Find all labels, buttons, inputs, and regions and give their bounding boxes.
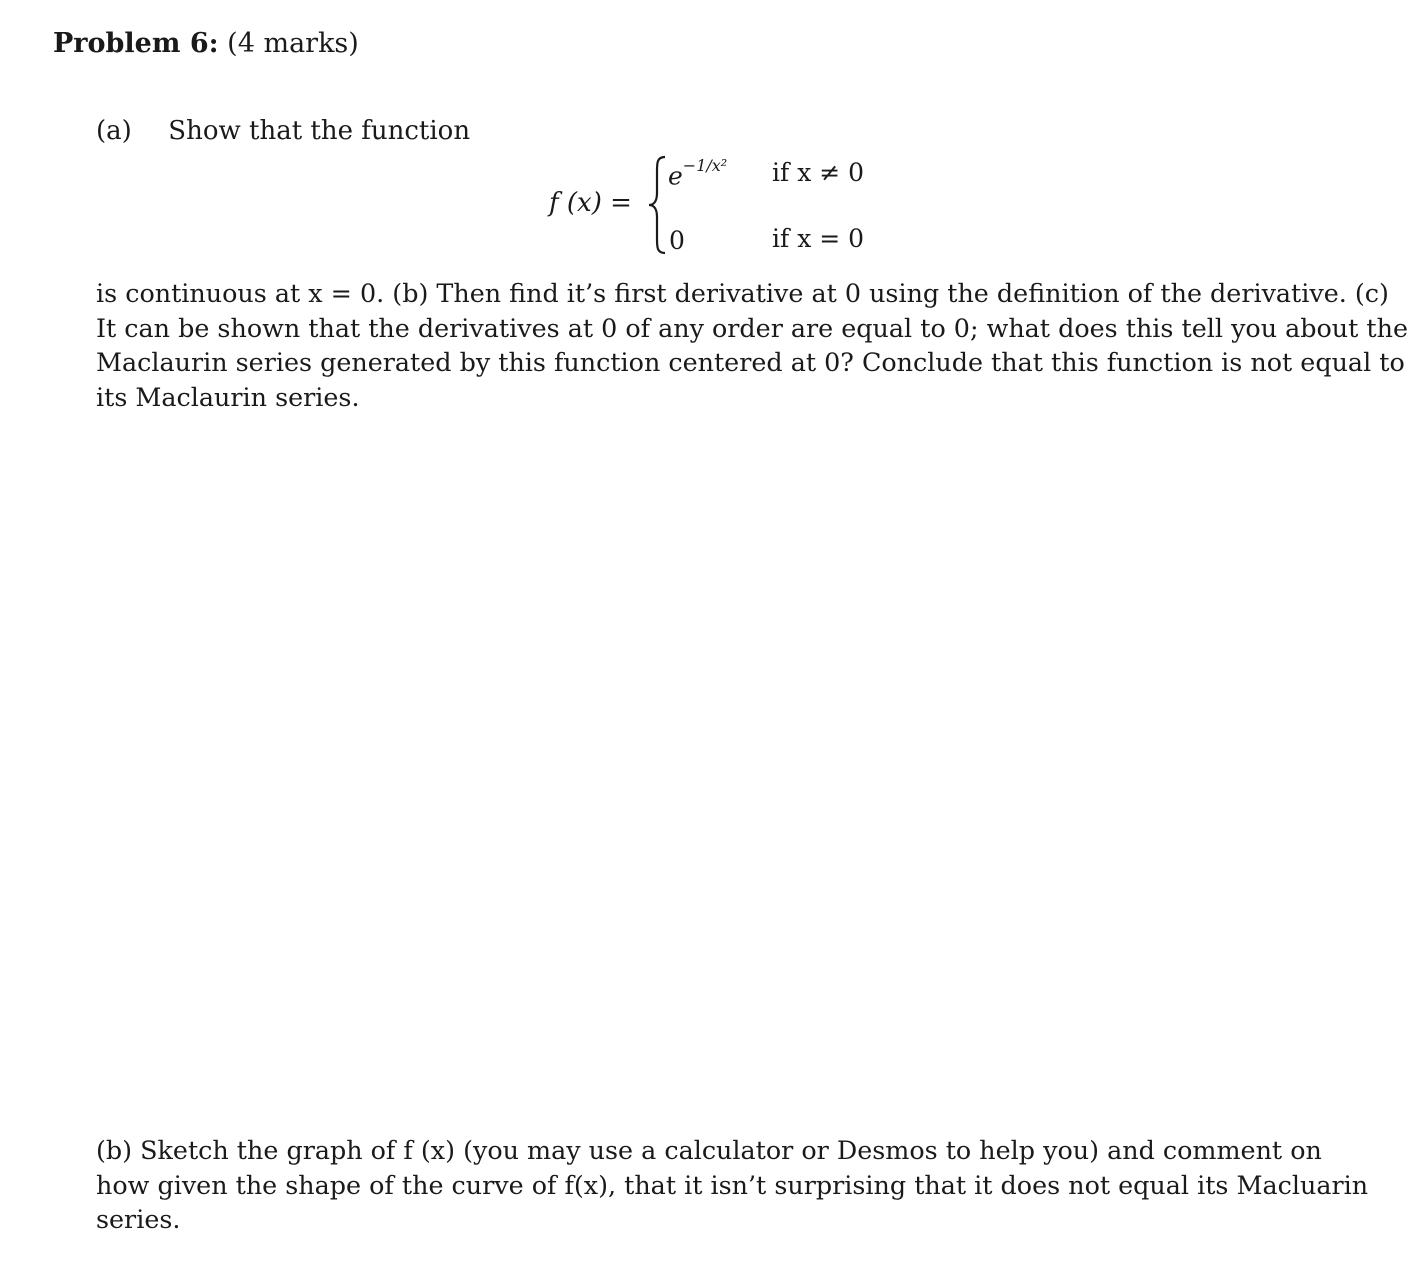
case1-exponent: −1/x² xyxy=(682,156,728,175)
piecewise-case2-condition: if x = 0 xyxy=(772,224,865,253)
paragraph-line: is continuous at x = 0. (b) Then find it’s first derivative at 0 using the definition of the derivative. (c) xyxy=(96,278,1389,308)
paragraph-line: (b) Sketch the graph of f (x) (you may use a calculator or Desmos to help you) and comment on xyxy=(96,1135,1322,1165)
paragraph-line: Maclaurin series generated by this function centered at 0? Conclude that this function is not equal to xyxy=(96,347,1405,377)
part-b-paragraph xyxy=(96,1133,1369,1237)
problem-number: Problem 6: xyxy=(53,28,219,59)
part-a-label: (a) xyxy=(96,116,132,146)
part-a-intro: Show that the function xyxy=(168,116,471,146)
piecewise-case1-condition: if x ≠ 0 xyxy=(772,158,865,187)
paragraph-line: its Maclaurin series. xyxy=(96,381,360,412)
piecewise-case2-expression: 0 xyxy=(669,226,685,255)
piecewise-case1-expression xyxy=(668,156,728,191)
case1-base: e xyxy=(668,161,683,191)
part-a-heading xyxy=(96,116,470,146)
piecewise-brace-icon xyxy=(648,155,668,255)
paragraph-line: series. xyxy=(96,1204,181,1234)
paragraph-line: how given the shape of the curve of f(x), that it isn’t surprising that it does not equal its Macluarin xyxy=(96,1169,1369,1200)
function-lhs: f (x) = xyxy=(549,188,632,218)
problem-marks: (4 marks) xyxy=(227,28,359,59)
part-a-paragraph xyxy=(96,276,1409,414)
problem-heading xyxy=(53,28,359,59)
paragraph-line: It can be shown that the derivatives at 0 of any order are equal to 0; what does this tell you about the xyxy=(96,312,1409,343)
